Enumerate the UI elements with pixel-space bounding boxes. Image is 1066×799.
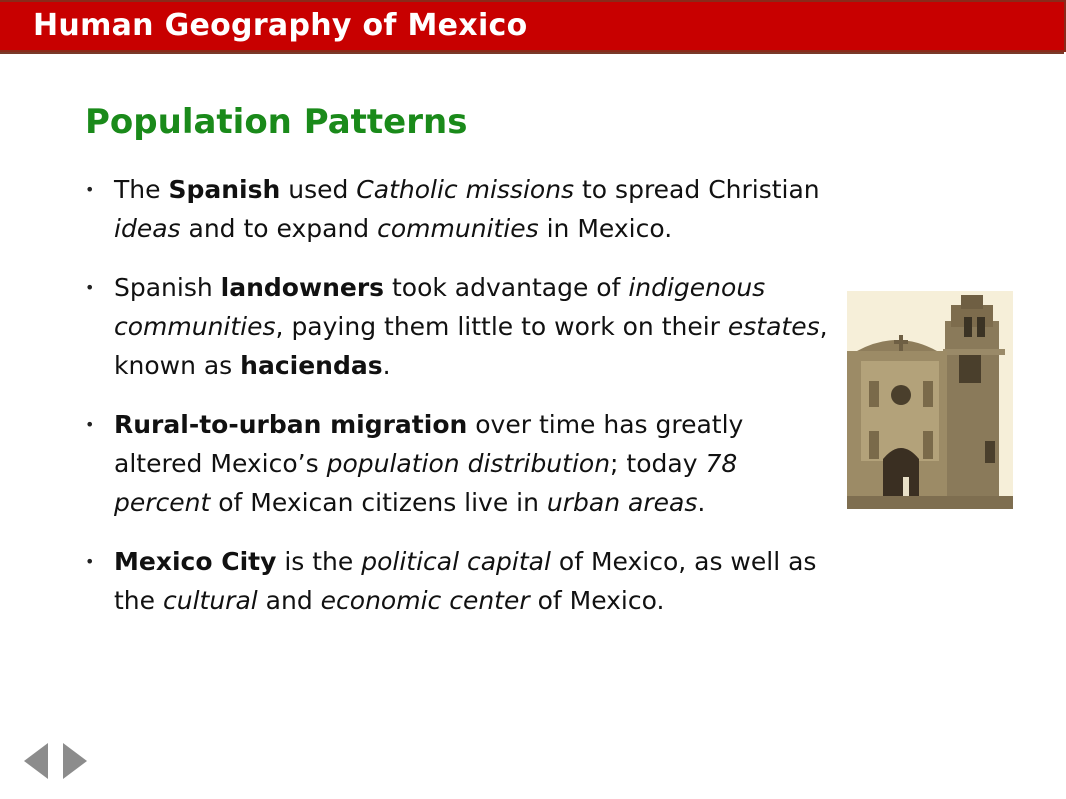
bullet-text-run: cultural xyxy=(162,586,258,615)
bullet-text-run: of Mexico, as well as the xyxy=(114,547,817,615)
bullet-text-run: , paying them little to work on their xyxy=(275,312,728,341)
bullet-text-run: and xyxy=(257,586,321,615)
bullet-text-run: took advantage of xyxy=(384,273,629,302)
bullet-item xyxy=(85,405,835,522)
bullet-text-run: urban areas xyxy=(546,488,698,517)
mission-church-photo xyxy=(847,291,1013,509)
bullet-text-run: ; today xyxy=(610,449,706,478)
bullet-text-run: over time has greatly altered Mexico’s xyxy=(114,410,744,478)
bullet-text-run: The xyxy=(114,175,169,204)
bullet-text-run: Catholic missions xyxy=(356,175,575,204)
bullet-text-run: used xyxy=(280,175,357,204)
bullet-text-run: political capital xyxy=(361,547,551,576)
bullet-text-run: Mexico City xyxy=(114,547,277,576)
bullet-marker: • xyxy=(85,278,95,297)
bullet-text xyxy=(114,410,743,517)
slide-header-title: Human Geography of Mexico xyxy=(33,8,528,43)
bullet-text-run: Spanish xyxy=(114,273,221,302)
triangle-left-icon xyxy=(22,741,50,781)
bullet-text xyxy=(114,547,816,615)
bullet-text-run: ideas xyxy=(114,214,181,243)
header-divider xyxy=(0,52,1064,54)
bullet-text-run: communities xyxy=(377,214,539,243)
bullet-text-run: population distribution xyxy=(326,449,611,478)
bullet-text-run: Rural-to-urban migration xyxy=(114,410,468,439)
bullet-text-run: economic center xyxy=(320,586,530,615)
mission-church-illustration xyxy=(847,291,1013,509)
bullet-text-run: . xyxy=(382,351,391,380)
previous-slide-button[interactable] xyxy=(22,741,50,781)
section-title: Population Patterns xyxy=(85,102,468,142)
next-slide-button[interactable] xyxy=(61,741,89,781)
bullet-text-run: in Mexico. xyxy=(538,214,673,243)
bullet-text-run: indigenous communities xyxy=(114,273,766,341)
bullet-text-run: landowners xyxy=(220,273,385,302)
bullet-item xyxy=(85,170,835,248)
bullet-item xyxy=(85,268,835,385)
bullet-text xyxy=(114,273,828,380)
header-bar xyxy=(0,0,1066,52)
bullet-text-run: of Mexican citizens live in xyxy=(210,488,547,517)
bullet-list xyxy=(85,170,835,640)
bullet-marker: • xyxy=(85,415,95,434)
bullet-marker: • xyxy=(85,552,95,571)
bullet-text-run: Spanish xyxy=(168,175,281,204)
bullet-text-run: of Mexico. xyxy=(529,586,665,615)
bullet-text-run: 78 percent xyxy=(114,449,738,517)
bullet-text-run: to spread Christian xyxy=(574,175,820,204)
triangle-right-icon xyxy=(61,741,89,781)
bullet-text xyxy=(114,175,820,243)
bullet-text-run: haciendas xyxy=(240,351,383,380)
bullet-text-run: , known as xyxy=(114,312,828,380)
bullet-marker: • xyxy=(85,180,95,199)
bullet-text-run: is the xyxy=(276,547,362,576)
bullet-text-run: . xyxy=(697,488,706,517)
bullet-item xyxy=(85,542,835,620)
bullet-text-run: estates xyxy=(727,312,820,341)
bullet-text-run: and to expand xyxy=(180,214,378,243)
